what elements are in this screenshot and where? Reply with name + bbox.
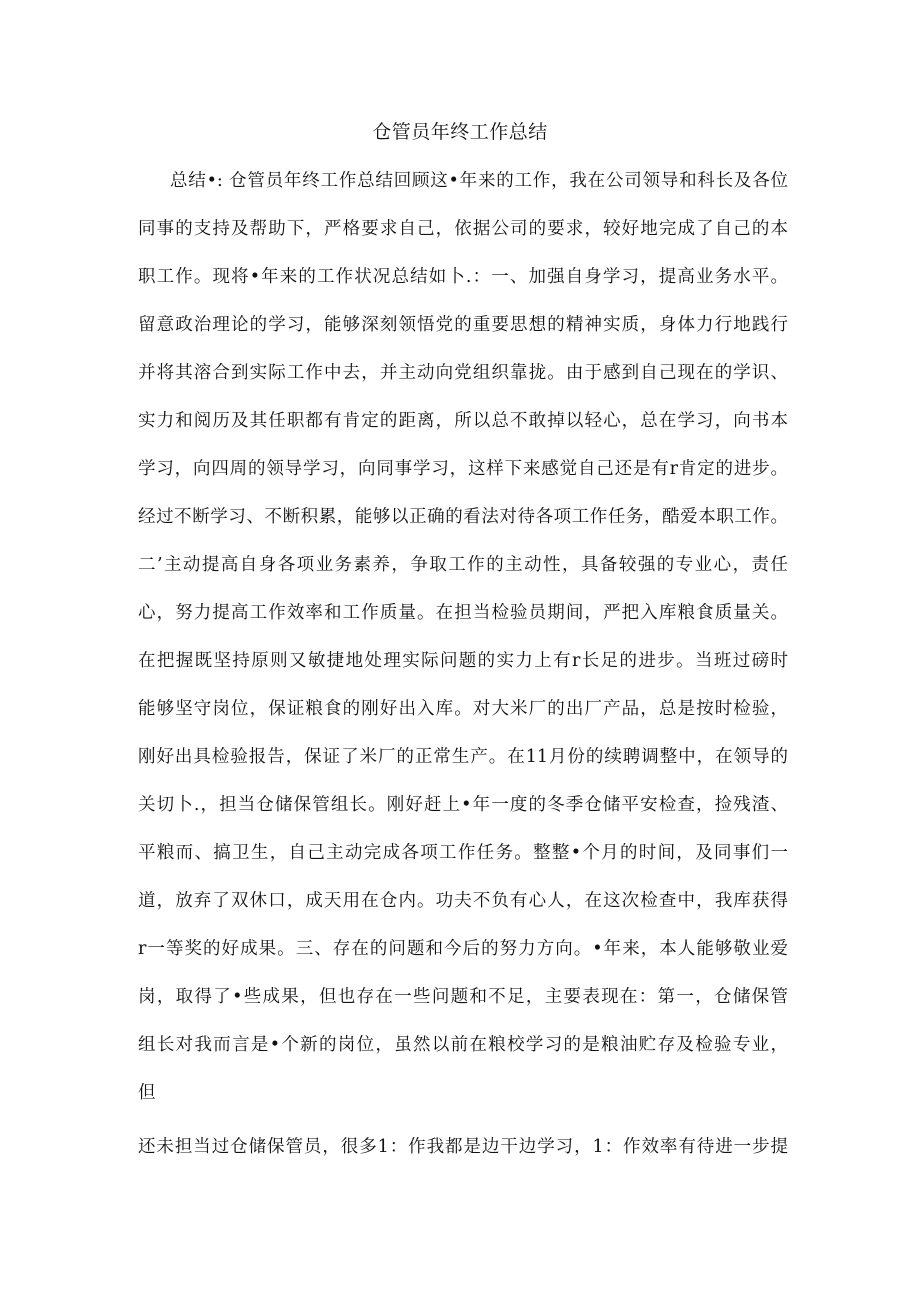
body-line: 学习，向四周的领导学习，向同事学习，这样下来感觉自己还是有r肯定的进步。 [138,459,788,479]
document-title: 仓管员年终工作总结 [372,121,548,143]
body-line: 在把握既坚持原则又敏捷地处理实际问题的实力上有r长足的进步。当班过磅时 [138,651,788,671]
body-line: 但 [138,1083,156,1103]
body-line: 二’主动提高自身各项业务素养，争取工作的主动性，具备较强的专业心，责任 [138,555,788,575]
body-line: 总结•: 仓管员年终工作总结回顾这•年来的工作，我在公司领导和科长及各位 [170,171,788,191]
body-line: 实力和阅历及其任职都有肯定的距离，所以总不敢掉以轻心，总在学习，向书本 [138,411,788,431]
body-line: 道，放弃了双休口，成天用在仓内。功夫不负有心人，在这次检查中，我库获得 [138,891,788,911]
body-line: 留意政治理论的学习，能够深刻领悟党的重要思想的精神实质，身体力行地践行 [138,315,788,335]
body-line: 并将其溶合到实际工作中去，并主动向党组织靠拢。由于感到自己现在的学识、 [138,363,788,383]
body-line: 组长对我而言是•个新的岗位，虽然以前在粮校学习的是粮油贮存及检验专业， [138,1035,788,1055]
body-line: 经过不断学习、不断积累，能够以正确的看法对待各项工作任务，酷爱本职工作。 [138,507,788,527]
body-line: 职工作。现将•年来的工作状况总结如卜.：一、加强自身学习，提高业务水平。 [138,267,788,287]
body-line: 心，努力提高工作效率和工作质量。在担当检验员期间，严把入库粮食质量关。 [138,603,788,623]
body-line: r一等奖的好成果。三、存在的问题和今后的努力方向。•年来，本人能够敬业爱 [138,939,788,959]
body-line: 还未担当过仓储保管员，很多1：作我都是边干边学习，1：作效率有待进一步提 [138,1137,788,1157]
body-line: 平粮而、搞卫生，自己主动完成各项工作任务。整整•个月的时间，及同事们一 [138,843,788,863]
body-line: 刚好出具检验报告，保证了米厂的正常生产。在11月份的续聘调整中，在领导的 [138,747,788,767]
body-line: 岗，取得了•些成果，但也存在一些问题和不足，主要表现在：第一，仓储保管 [138,987,788,1007]
body-line: 能够坚守岗位，保证粮食的刚好出入库。对大米厂的出厂产品，总是按时检验， [138,699,788,719]
body-line: 同事的支持及帮助下，严格要求自己，依据公司的要求，较好地完成了自己的本 [138,219,788,239]
body-line: 关切卜.，担当仓储保管组长。刚好赶上•年一度的冬季仓储平安检查，捡残渣、 [138,795,788,815]
